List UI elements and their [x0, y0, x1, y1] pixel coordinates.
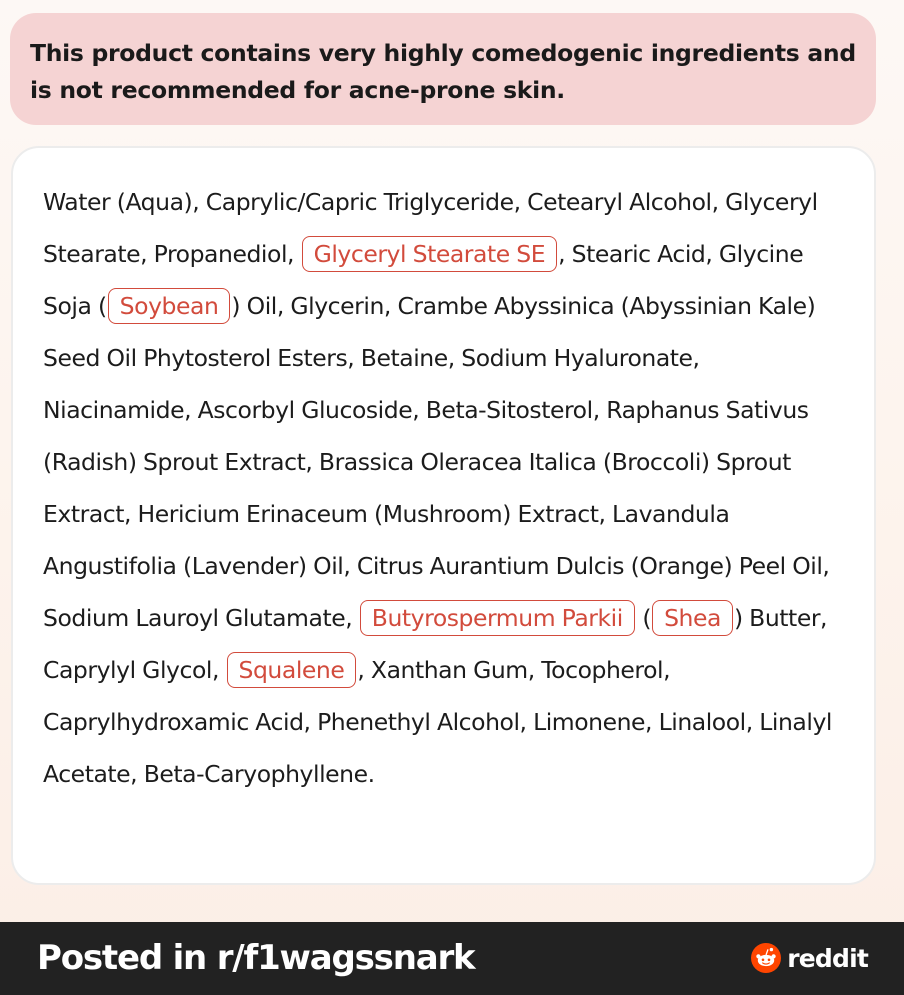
ingredients-list	[43, 176, 854, 800]
reddit-logo[interactable]	[751, 943, 868, 973]
reddit-snoo-icon	[751, 943, 781, 973]
subreddit-caption[interactable]: Posted in r/f1wagssnark	[37, 938, 475, 978]
ingredient-text: ) Butter, Caprylyl Glycol,	[43, 604, 828, 684]
ingredient-text: , Stearic Acid, Glycine Soja (	[43, 240, 804, 320]
ingredients-card	[11, 146, 876, 885]
ingredient-text: ) Oil, Glycerin, Crambe Abyssinica (Abyssinian Kale) Seed Oil Phytosterol Esters, Betaine, Sodium Hyaluronate, Niacinamide, Ascorbyl Glucoside, Beta-Sitosterol, Raphanus Sativus (Radish) Sprout Extract, Brassica Oleracea Italica (Broccoli) Sprout Extract, Hericium Erinaceum (Mushroom) Extract, Lavandula Angustifolia (Lavender) Oil, Citrus Aurantium Dulcis (Orange) Peel Oil, Sodium Lauroyl Glutamate,	[43, 292, 830, 632]
comedogenic-ingredient-tag[interactable]: Shea	[652, 600, 733, 636]
warning-message: This product contains very highly comedogenic ingredients and is not recommended for acne-prone skin.	[30, 39, 856, 104]
ingredient-text: , Xanthan Gum, Tocopherol, Caprylhydroxamic Acid, Phenethyl Alcohol, Limonene, Linalool, Linalyl Acetate, Beta-Caryophyllene.	[43, 656, 833, 788]
reddit-footer-bar	[0, 922, 904, 995]
comedogenic-warning-banner	[10, 13, 876, 125]
comedogenic-ingredient-tag[interactable]: Soybean	[108, 288, 231, 324]
reddit-wordmark: reddit	[787, 943, 868, 973]
comedogenic-ingredient-tag[interactable]: Squalene	[227, 652, 357, 688]
comedogenic-ingredient-tag[interactable]: Butyrospermum Parkii	[360, 600, 635, 636]
ingredient-text: Water (Aqua), Caprylic/Capric Triglyceride, Cetearyl Alcohol, Glyceryl Stearate, Propanediol,	[43, 188, 818, 268]
ingredient-text: (	[635, 604, 652, 632]
comedogenic-ingredient-tag[interactable]: Glyceryl Stearate SE	[302, 236, 558, 272]
